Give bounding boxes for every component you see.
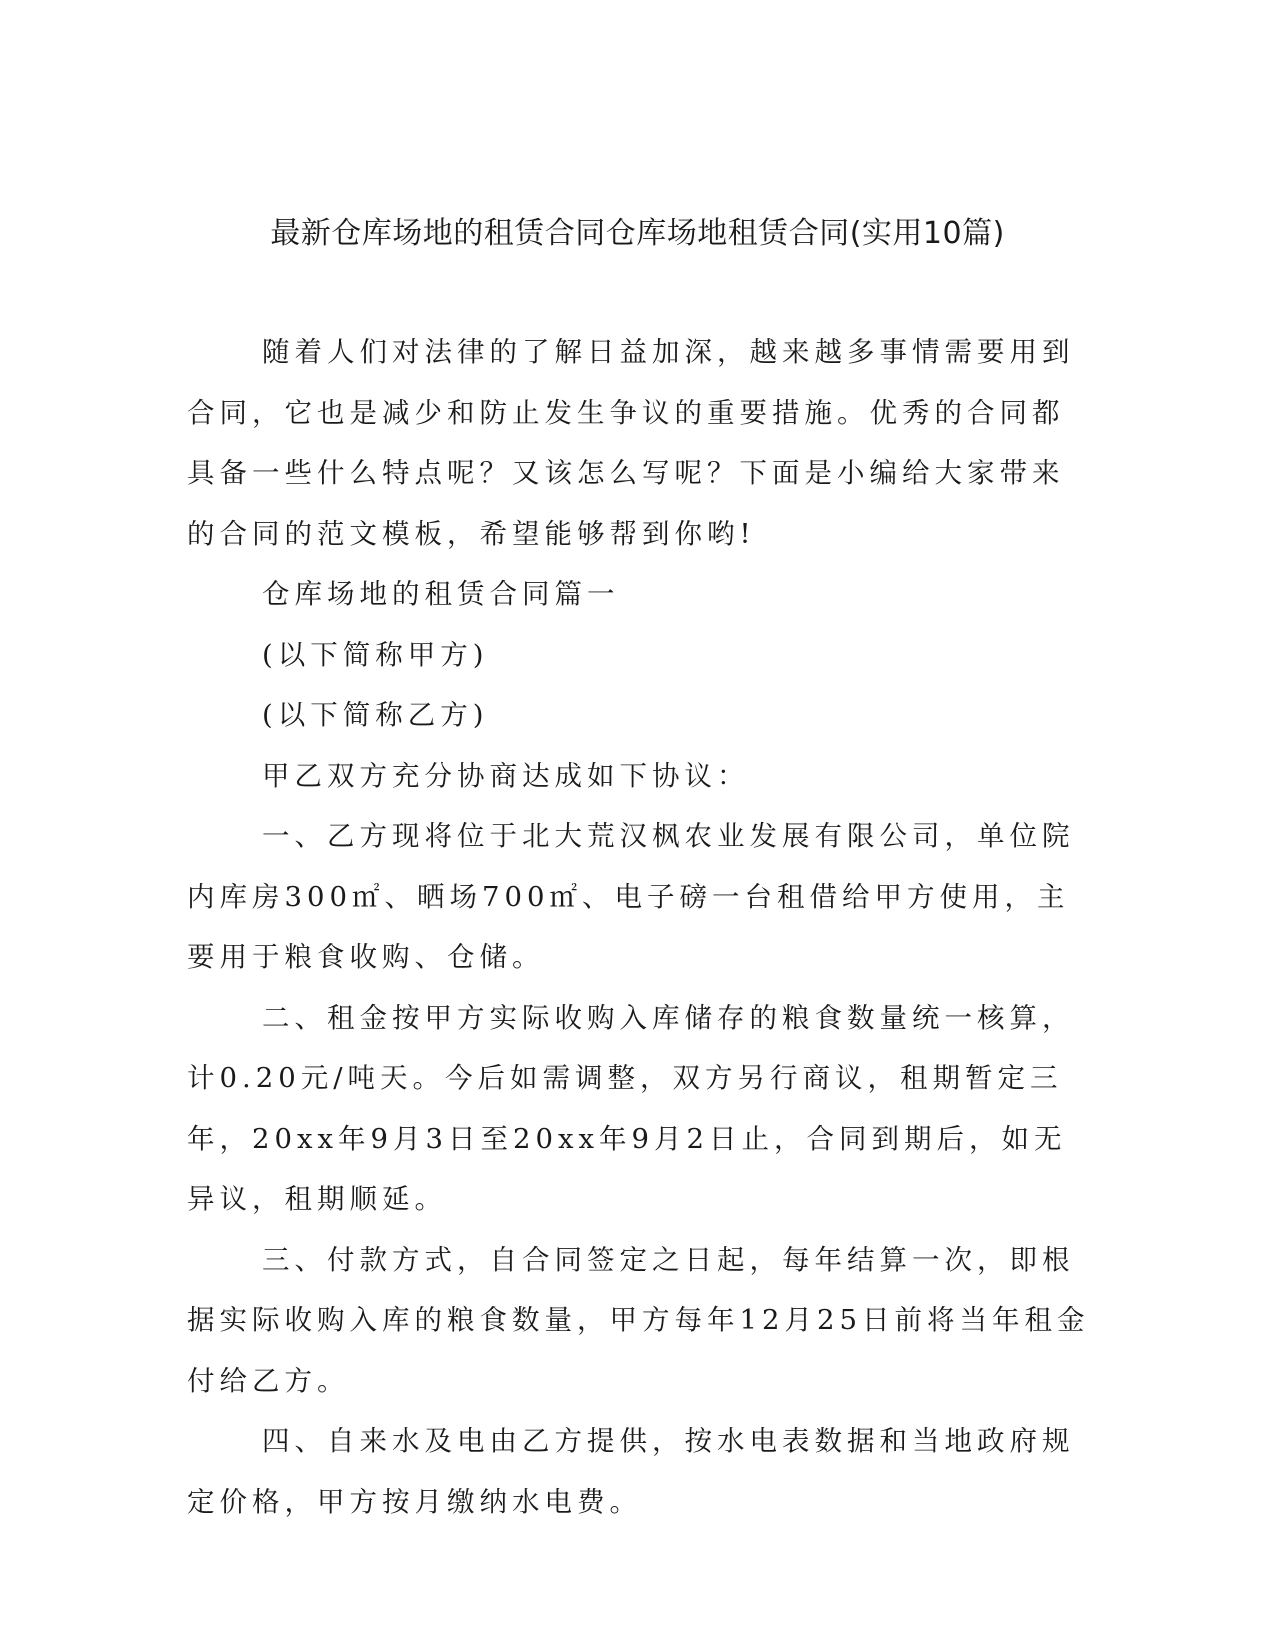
document-body [187,322,1092,1532]
party-a-line: (以下简称甲方) [262,638,489,671]
section-heading: 仓库场地的租赁合同篇一 [262,578,620,610]
agreement-line: 甲乙双方充分协商达成如下协议： [262,759,750,792]
clause-3: 三、付款方式，自合同签定之日起，每年结算一次，即根据实际收购入库的粮食数量，甲方每年12月25日前将当年租金付给乙方。 [187,1243,1090,1397]
clause-2: 二、租金按甲方实际收购入库储存的粮食数量统一核算，计0.20元/吨天。今后如需调整，双方另行商议，租期暂定三年，20xx年9月3日至20xx年9月2日止，合同到期后，如无异议，租期顺延。 [187,1001,1075,1215]
intro-paragraph: 随着人们对法律的了解日益加深，越来越多事情需要用到合同，它也是减少和防止发生争议的重要措施。优秀的合同都具备一些什么特点呢？又该怎么写呢？下面是小编给大家带来的合同的范文模板，希望能够帮到你哟! [187,336,1075,550]
party-b-line: (以下简称乙方) [262,699,489,731]
clause-4: 四、自来水及电由乙方提供，按水电表数据和当地政府规定价格，甲方按月缴纳水电费。 [187,1425,1075,1518]
clause-1: 一、乙方现将位于北大荒汉枫农业发展有限公司，单位院内库房300㎡、晒场700㎡、电子磅一台租借给甲方使用，主要用于粮食收购、仓储。 [187,820,1075,973]
document-title: 最新仓库场地的租赁合同仓库场地租赁合同(实用10篇) [270,216,1005,251]
